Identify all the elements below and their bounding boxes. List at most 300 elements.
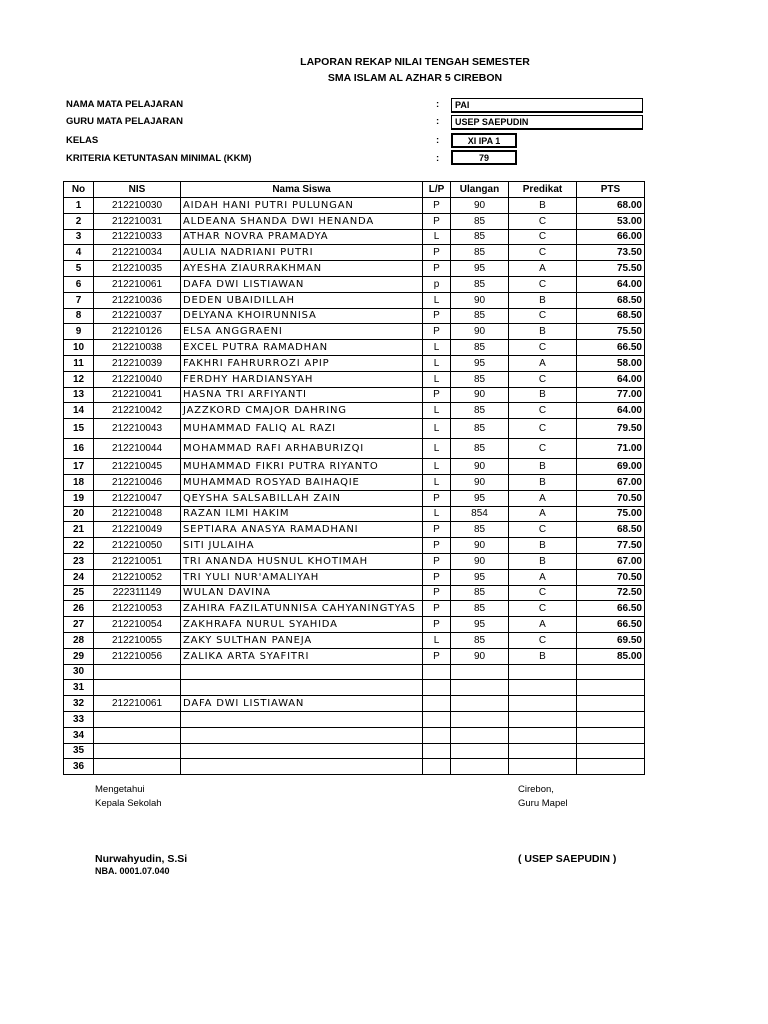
table-row: [64, 490, 645, 506]
cell-nis: 212210031: [94, 213, 181, 229]
cell-ulangan: 90: [451, 474, 509, 490]
cell-ulangan: 85: [451, 308, 509, 324]
cell-ulangan: 854: [451, 506, 509, 522]
cell-predikat: A: [509, 506, 577, 522]
table-row: [64, 387, 645, 403]
grades-body: [64, 198, 645, 775]
cell-pts: [577, 727, 645, 743]
cell-lp: [423, 711, 451, 727]
cell-nis: 212210048: [94, 506, 181, 522]
cell-nama: ZAHIRA FAZILATUNNISA CAHYANINGTYAS: [181, 601, 423, 617]
cell-pts: 58.00: [577, 355, 645, 371]
cell-no: 3: [64, 229, 94, 245]
cell-ulangan: 85: [451, 213, 509, 229]
cell-pts: 64.00: [577, 371, 645, 387]
kkm-value: 79: [451, 150, 517, 165]
table-row: [64, 743, 645, 759]
table-row: [64, 727, 645, 743]
acknowledged-label: Mengetahui: [95, 784, 145, 795]
cell-ulangan: 90: [451, 553, 509, 569]
cell-nama: MOHAMMAD RAFI ARHABURIZQI: [181, 439, 423, 459]
cell-pts: 72.50: [577, 585, 645, 601]
cell-pts: 53.00: [577, 213, 645, 229]
cell-nis: 212210034: [94, 245, 181, 261]
cell-nis: [94, 727, 181, 743]
cell-ulangan: 85: [451, 229, 509, 245]
cell-no: 4: [64, 245, 94, 261]
col-header-predikat: Predikat: [509, 182, 577, 198]
cell-nama: [181, 727, 423, 743]
cell-nama: QEYSHA SALSABILLAH ZAIN: [181, 490, 423, 506]
kkm-colon: :: [436, 153, 440, 164]
cell-no: 7: [64, 292, 94, 308]
cell-no: 19: [64, 490, 94, 506]
cell-predikat: [509, 711, 577, 727]
cell-lp: P: [423, 245, 451, 261]
cell-predikat: C: [509, 340, 577, 356]
cell-predikat: C: [509, 601, 577, 617]
cell-no: 27: [64, 617, 94, 633]
subject-colon: :: [436, 99, 440, 110]
cell-nis: 212210056: [94, 648, 181, 664]
table-row: [64, 680, 645, 696]
table-row: [64, 553, 645, 569]
cell-predikat: [509, 680, 577, 696]
cell-nama: ZAKY SULTHAN PANEJA: [181, 632, 423, 648]
cell-predikat: C: [509, 229, 577, 245]
cell-nis: 212210061: [94, 696, 181, 712]
cell-ulangan: 85: [451, 419, 509, 439]
cell-ulangan: 90: [451, 387, 509, 403]
cell-nama: ZALIKA ARTA SYAFITRI: [181, 648, 423, 664]
cell-lp: P: [423, 308, 451, 324]
cell-predikat: B: [509, 538, 577, 554]
cell-no: 32: [64, 696, 94, 712]
cell-no: 14: [64, 403, 94, 419]
cell-no: 10: [64, 340, 94, 356]
teacher-colon: :: [436, 116, 440, 127]
cell-lp: P: [423, 553, 451, 569]
table-row: [64, 632, 645, 648]
cell-nama: AYESHA ZIAURRAKHMAN: [181, 261, 423, 277]
cell-no: 29: [64, 648, 94, 664]
cell-lp: L: [423, 229, 451, 245]
cell-ulangan: [451, 727, 509, 743]
cell-ulangan: [451, 680, 509, 696]
cell-lp: P: [423, 261, 451, 277]
cell-lp: P: [423, 387, 451, 403]
cell-lp: L: [423, 355, 451, 371]
cell-ulangan: 95: [451, 617, 509, 633]
cell-predikat: A: [509, 355, 577, 371]
cell-nis: 212210030: [94, 198, 181, 214]
cell-lp: L: [423, 506, 451, 522]
cell-no: 22: [64, 538, 94, 554]
cell-ulangan: [451, 664, 509, 680]
cell-predikat: C: [509, 419, 577, 439]
cell-pts: 79.50: [577, 419, 645, 439]
cell-no: 1: [64, 198, 94, 214]
cell-lp: P: [423, 617, 451, 633]
cell-ulangan: 85: [451, 632, 509, 648]
cell-nama: [181, 743, 423, 759]
cell-nama: TRI YULI NUR'AMALIYAH: [181, 569, 423, 585]
cell-lp: P: [423, 490, 451, 506]
cell-ulangan: [451, 743, 509, 759]
cell-no: 8: [64, 308, 94, 324]
class-value: XI IPA 1: [451, 133, 517, 148]
cell-pts: [577, 680, 645, 696]
table-row: [64, 419, 645, 439]
col-header-no: No: [64, 182, 94, 198]
cell-pts: 75.00: [577, 506, 645, 522]
cell-lp: P: [423, 213, 451, 229]
cell-nis: 212210046: [94, 474, 181, 490]
cell-ulangan: 90: [451, 324, 509, 340]
cell-nama: SITI JULAIHA: [181, 538, 423, 554]
cell-nama: DAFA DWI LISTIAWAN: [181, 276, 423, 292]
cell-lp: L: [423, 632, 451, 648]
cell-ulangan: 90: [451, 198, 509, 214]
cell-nama: FAKHRI FAHRURROZI APIP: [181, 355, 423, 371]
cell-lp: P: [423, 585, 451, 601]
cell-nama: SEPTIARA ANASYA RAMADHANI: [181, 522, 423, 538]
cell-ulangan: 90: [451, 459, 509, 475]
cell-lp: P: [423, 198, 451, 214]
table-row: [64, 759, 645, 775]
cell-no: 17: [64, 459, 94, 475]
cell-lp: L: [423, 371, 451, 387]
cell-no: 26: [64, 601, 94, 617]
cell-no: 20: [64, 506, 94, 522]
principal-id: NBA. 0001.07.040: [95, 866, 170, 876]
cell-no: 35: [64, 743, 94, 759]
cell-nis: 212210037: [94, 308, 181, 324]
principal-label: Kepala Sekolah: [95, 798, 162, 809]
cell-no: 21: [64, 522, 94, 538]
cell-nis: 212210044: [94, 439, 181, 459]
table-row: [64, 439, 645, 459]
cell-pts: 68.50: [577, 292, 645, 308]
cell-lp: P: [423, 538, 451, 554]
cell-ulangan: [451, 696, 509, 712]
cell-ulangan: 95: [451, 261, 509, 277]
cell-ulangan: 85: [451, 340, 509, 356]
cell-pts: 67.00: [577, 474, 645, 490]
cell-lp: p: [423, 276, 451, 292]
cell-nis: [94, 664, 181, 680]
cell-predikat: B: [509, 553, 577, 569]
cell-ulangan: [451, 759, 509, 775]
teacher-value: USEP SAEPUDIN: [451, 115, 643, 130]
table-row: [64, 459, 645, 475]
cell-no: 6: [64, 276, 94, 292]
subject-label: NAMA MATA PELAJARAN: [66, 99, 184, 110]
cell-predikat: A: [509, 617, 577, 633]
cell-nis: 212210049: [94, 522, 181, 538]
cell-nama: JAZZKORD CMAJOR DAHRING: [181, 403, 423, 419]
teacher-role-label: Guru Mapel: [518, 798, 568, 809]
table-row: [64, 711, 645, 727]
cell-predikat: [509, 664, 577, 680]
cell-lp: P: [423, 648, 451, 664]
table-row: [64, 340, 645, 356]
cell-predikat: C: [509, 632, 577, 648]
table-row: [64, 229, 645, 245]
cell-pts: [577, 711, 645, 727]
cell-pts: 85.00: [577, 648, 645, 664]
cell-pts: [577, 664, 645, 680]
table-row: [64, 585, 645, 601]
cell-lp: [423, 680, 451, 696]
table-row: [64, 648, 645, 664]
cell-nama: WULAN DAVINA: [181, 585, 423, 601]
table-row: [64, 371, 645, 387]
cell-nama: [181, 711, 423, 727]
report-title: LAPORAN REKAP NILAI TENGAH SEMESTER: [300, 56, 530, 68]
cell-lp: L: [423, 292, 451, 308]
cell-pts: 68.50: [577, 522, 645, 538]
cell-lp: L: [423, 403, 451, 419]
cell-predikat: C: [509, 403, 577, 419]
cell-predikat: B: [509, 648, 577, 664]
kkm-label: KRITERIA KETUNTASAN MINIMAL (KKM): [66, 153, 252, 164]
cell-lp: L: [423, 419, 451, 439]
cell-pts: 66.50: [577, 617, 645, 633]
col-header-pts: PTS: [577, 182, 645, 198]
cell-pts: 77.50: [577, 538, 645, 554]
cell-nis: 212210042: [94, 403, 181, 419]
cell-lp: L: [423, 340, 451, 356]
cell-nis: [94, 711, 181, 727]
cell-nis: 212210040: [94, 371, 181, 387]
cell-nis: 212210041: [94, 387, 181, 403]
cell-predikat: C: [509, 371, 577, 387]
cell-nis: 212210045: [94, 459, 181, 475]
cell-predikat: C: [509, 213, 577, 229]
cell-lp: [423, 743, 451, 759]
cell-ulangan: 85: [451, 522, 509, 538]
cell-nama: ALDEANA SHANDA DWI HENANDA: [181, 213, 423, 229]
cell-nis: 222311149: [94, 585, 181, 601]
cell-nama: HASNA TRI ARFIYANTI: [181, 387, 423, 403]
cell-ulangan: 95: [451, 569, 509, 585]
cell-pts: [577, 759, 645, 775]
cell-lp: [423, 664, 451, 680]
cell-nis: 212210036: [94, 292, 181, 308]
table-row: [64, 601, 645, 617]
cell-nama: [181, 664, 423, 680]
cell-nis: 212210039: [94, 355, 181, 371]
cell-pts: 70.50: [577, 569, 645, 585]
cell-lp: [423, 759, 451, 775]
cell-pts: 75.50: [577, 324, 645, 340]
table-row: [64, 664, 645, 680]
cell-predikat: [509, 759, 577, 775]
cell-nis: 212210126: [94, 324, 181, 340]
cell-no: 25: [64, 585, 94, 601]
cell-nama: MUHAMMAD FALIQ AL RAZI: [181, 419, 423, 439]
cell-nis: 212210038: [94, 340, 181, 356]
cell-nis: [94, 759, 181, 775]
cell-nama: DAFA DWI LISTIAWAN: [181, 696, 423, 712]
cell-pts: 73.50: [577, 245, 645, 261]
cell-ulangan: 85: [451, 276, 509, 292]
cell-predikat: C: [509, 522, 577, 538]
cell-predikat: C: [509, 439, 577, 459]
cell-lp: [423, 696, 451, 712]
cell-predikat: A: [509, 490, 577, 506]
cell-nama: AIDAH HANI PUTRI PULUNGAN: [181, 198, 423, 214]
cell-nama: [181, 680, 423, 696]
table-row: [64, 474, 645, 490]
cell-no: 24: [64, 569, 94, 585]
cell-pts: 70.50: [577, 490, 645, 506]
cell-ulangan: 85: [451, 403, 509, 419]
table-row: [64, 324, 645, 340]
cell-predikat: C: [509, 245, 577, 261]
cell-nama: DELYANA KHOIRUNNISA: [181, 308, 423, 324]
cell-no: 11: [64, 355, 94, 371]
col-header-lp: L/P: [423, 182, 451, 198]
cell-nis: [94, 743, 181, 759]
cell-no: 34: [64, 727, 94, 743]
cell-no: 36: [64, 759, 94, 775]
cell-no: 33: [64, 711, 94, 727]
table-row: [64, 538, 645, 554]
cell-predikat: A: [509, 261, 577, 277]
cell-predikat: C: [509, 276, 577, 292]
cell-ulangan: 95: [451, 490, 509, 506]
cell-predikat: [509, 743, 577, 759]
cell-ulangan: 85: [451, 585, 509, 601]
cell-nama: ATHAR NOVRA PRAMADYA: [181, 229, 423, 245]
cell-nis: 212210051: [94, 553, 181, 569]
cell-predikat: A: [509, 569, 577, 585]
table-header-row: [64, 182, 645, 198]
principal-name: Nurwahyudin, S.Si: [95, 853, 188, 865]
cell-nis: 212210054: [94, 617, 181, 633]
cell-no: 12: [64, 371, 94, 387]
cell-nis: 212210052: [94, 569, 181, 585]
cell-lp: P: [423, 522, 451, 538]
col-header-nis: NIS: [94, 182, 181, 198]
cell-predikat: [509, 727, 577, 743]
table-row: [64, 355, 645, 371]
cell-ulangan: 95: [451, 355, 509, 371]
cell-ulangan: 85: [451, 371, 509, 387]
cell-pts: 68.50: [577, 308, 645, 324]
cell-nama: AULIA NADRIANI PUTRI: [181, 245, 423, 261]
col-header-nama: Nama Siswa: [181, 182, 423, 198]
table-row: [64, 198, 645, 214]
cell-ulangan: 90: [451, 538, 509, 554]
cell-pts: 67.00: [577, 553, 645, 569]
cell-pts: 66.50: [577, 340, 645, 356]
cell-predikat: B: [509, 387, 577, 403]
col-header-ulangan: Ulangan: [451, 182, 509, 198]
cell-pts: 64.00: [577, 276, 645, 292]
table-row: [64, 245, 645, 261]
cell-no: 18: [64, 474, 94, 490]
cell-no: 15: [64, 419, 94, 439]
cell-ulangan: 85: [451, 601, 509, 617]
cell-predikat: [509, 696, 577, 712]
table-row: [64, 261, 645, 277]
teacher-sign-name: ( USEP SAEPUDIN ): [518, 853, 617, 865]
cell-pts: 69.50: [577, 632, 645, 648]
place-label: Cirebon,: [518, 784, 554, 795]
cell-nis: 212210043: [94, 419, 181, 439]
cell-lp: L: [423, 439, 451, 459]
cell-no: 9: [64, 324, 94, 340]
table-row: [64, 506, 645, 522]
cell-predikat: B: [509, 198, 577, 214]
table-row: [64, 308, 645, 324]
grades-table: [63, 181, 645, 775]
cell-nis: [94, 680, 181, 696]
cell-lp: L: [423, 474, 451, 490]
cell-no: 31: [64, 680, 94, 696]
cell-pts: 77.00: [577, 387, 645, 403]
cell-nama: MUHAMMAD FIKRI PUTRA RIYANTO: [181, 459, 423, 475]
class-colon: :: [436, 135, 440, 146]
cell-predikat: B: [509, 459, 577, 475]
cell-lp: [423, 727, 451, 743]
cell-lp: P: [423, 601, 451, 617]
cell-ulangan: 90: [451, 292, 509, 308]
cell-predikat: B: [509, 324, 577, 340]
cell-pts: 75.50: [577, 261, 645, 277]
cell-ulangan: [451, 711, 509, 727]
school-name: SMA ISLAM AL AZHAR 5 CIREBON: [327, 72, 503, 84]
cell-lp: L: [423, 459, 451, 475]
cell-nama: ZAKHRAFA NURUL SYAHIDA: [181, 617, 423, 633]
cell-pts: 69.00: [577, 459, 645, 475]
cell-nis: 212210050: [94, 538, 181, 554]
table-row: [64, 569, 645, 585]
table-row: [64, 292, 645, 308]
cell-pts: 71.00: [577, 439, 645, 459]
cell-nama: TRI ANANDA HUSNUL KHOTIMAH: [181, 553, 423, 569]
cell-nama: EXCEL PUTRA RAMADHAN: [181, 340, 423, 356]
teacher-label: GURU MATA PELAJARAN: [66, 116, 183, 127]
cell-lp: P: [423, 324, 451, 340]
table-row: [64, 617, 645, 633]
cell-nama: [181, 759, 423, 775]
cell-nis: 212210033: [94, 229, 181, 245]
cell-pts: 68.00: [577, 198, 645, 214]
cell-predikat: B: [509, 474, 577, 490]
cell-no: 23: [64, 553, 94, 569]
cell-no: 28: [64, 632, 94, 648]
cell-ulangan: 85: [451, 439, 509, 459]
table-row: [64, 276, 645, 292]
cell-nama: ELSA ANGGRAENI: [181, 324, 423, 340]
cell-nama: FERDHY HARDIANSYAH: [181, 371, 423, 387]
cell-pts: 64.00: [577, 403, 645, 419]
cell-predikat: C: [509, 308, 577, 324]
cell-ulangan: 90: [451, 648, 509, 664]
cell-no: 2: [64, 213, 94, 229]
cell-nama: RAZAN ILMI HAKIM: [181, 506, 423, 522]
cell-no: 30: [64, 664, 94, 680]
cell-nis: 212210055: [94, 632, 181, 648]
cell-pts: [577, 696, 645, 712]
cell-no: 16: [64, 439, 94, 459]
cell-predikat: B: [509, 292, 577, 308]
cell-nama: MUHAMMAD ROSYAD BAIHAQIE: [181, 474, 423, 490]
